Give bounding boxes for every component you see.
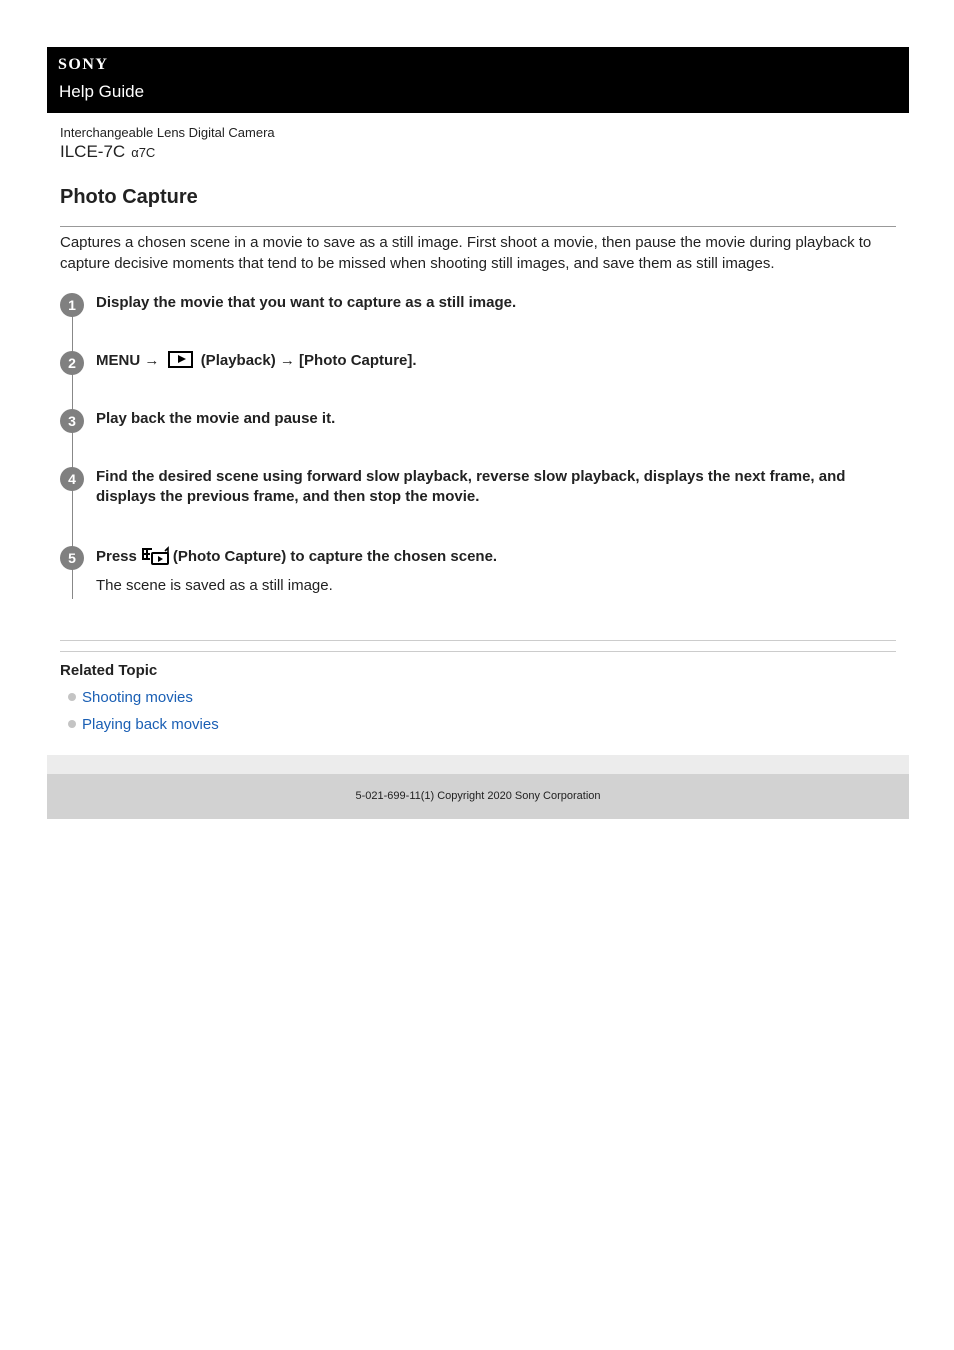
help-guide-title: Help Guide [59,82,145,101]
step-1-text: Display the movie that you want to capture as a still image. [96,294,517,311]
intro-paragraph: Captures a chosen scene in a movie to save as a still image. First shoot a movie, then pause the movie during playback to capture decisive moments that tend to be missed when shooting still images, and save them as still images. [60,234,872,272]
model-alpha-name: α7C [131,145,156,160]
related-divider-bottom [60,651,896,652]
link-playing-back-movies[interactable]: Playing back movies [82,716,219,733]
step-5-text [96,546,896,572]
page-title: Photo Capture [60,186,198,208]
sony-logo: SONY [58,56,109,73]
title-divider [60,226,896,227]
related-item-shooting-movies [68,689,193,706]
model-number: ILCE-7C [60,142,126,161]
related-divider-top [60,640,896,641]
step-5-press-label: Press [96,548,137,565]
step-3-badge: 3 [60,409,84,433]
step-4-text: Find the desired scene using forward slow playback, reverse slow playback, displays the next frame, and displays the previous frame, and then stop the movie. [96,468,846,505]
footer-copyright: 5-021-699-11(1) Copyright 2020 Sony Corporation [47,774,909,819]
footer-top-band [47,755,909,774]
playback-icon [168,351,193,368]
model-name [60,142,155,162]
step-5-badge: 5 [60,546,84,570]
header-bar [47,47,909,113]
step-5-rest: (Photo Capture) to capture the chosen scene. [172,548,498,565]
related-topic-title: Related Topic [60,662,158,679]
step-1-badge: 1 [60,293,84,317]
step-2-menu-label: MENU → [96,352,160,369]
bullet-icon [68,693,76,701]
step-2-text [96,351,896,371]
step-2-rest: (Playback) → [Photo Capture]. [200,352,417,369]
product-type: Interchangeable Lens Digital Camera [60,125,275,140]
step-3-text: Play back the movie and pause it. [96,410,336,427]
bullet-icon [68,720,76,728]
step-4-badge: 4 [60,467,84,491]
photo-capture-icon [141,546,171,572]
related-item-playing-back-movies [68,716,219,733]
step-2-badge: 2 [60,351,84,375]
step-5-result: The scene is saved as a still image. [96,577,333,594]
link-shooting-movies[interactable]: Shooting movies [82,689,193,706]
